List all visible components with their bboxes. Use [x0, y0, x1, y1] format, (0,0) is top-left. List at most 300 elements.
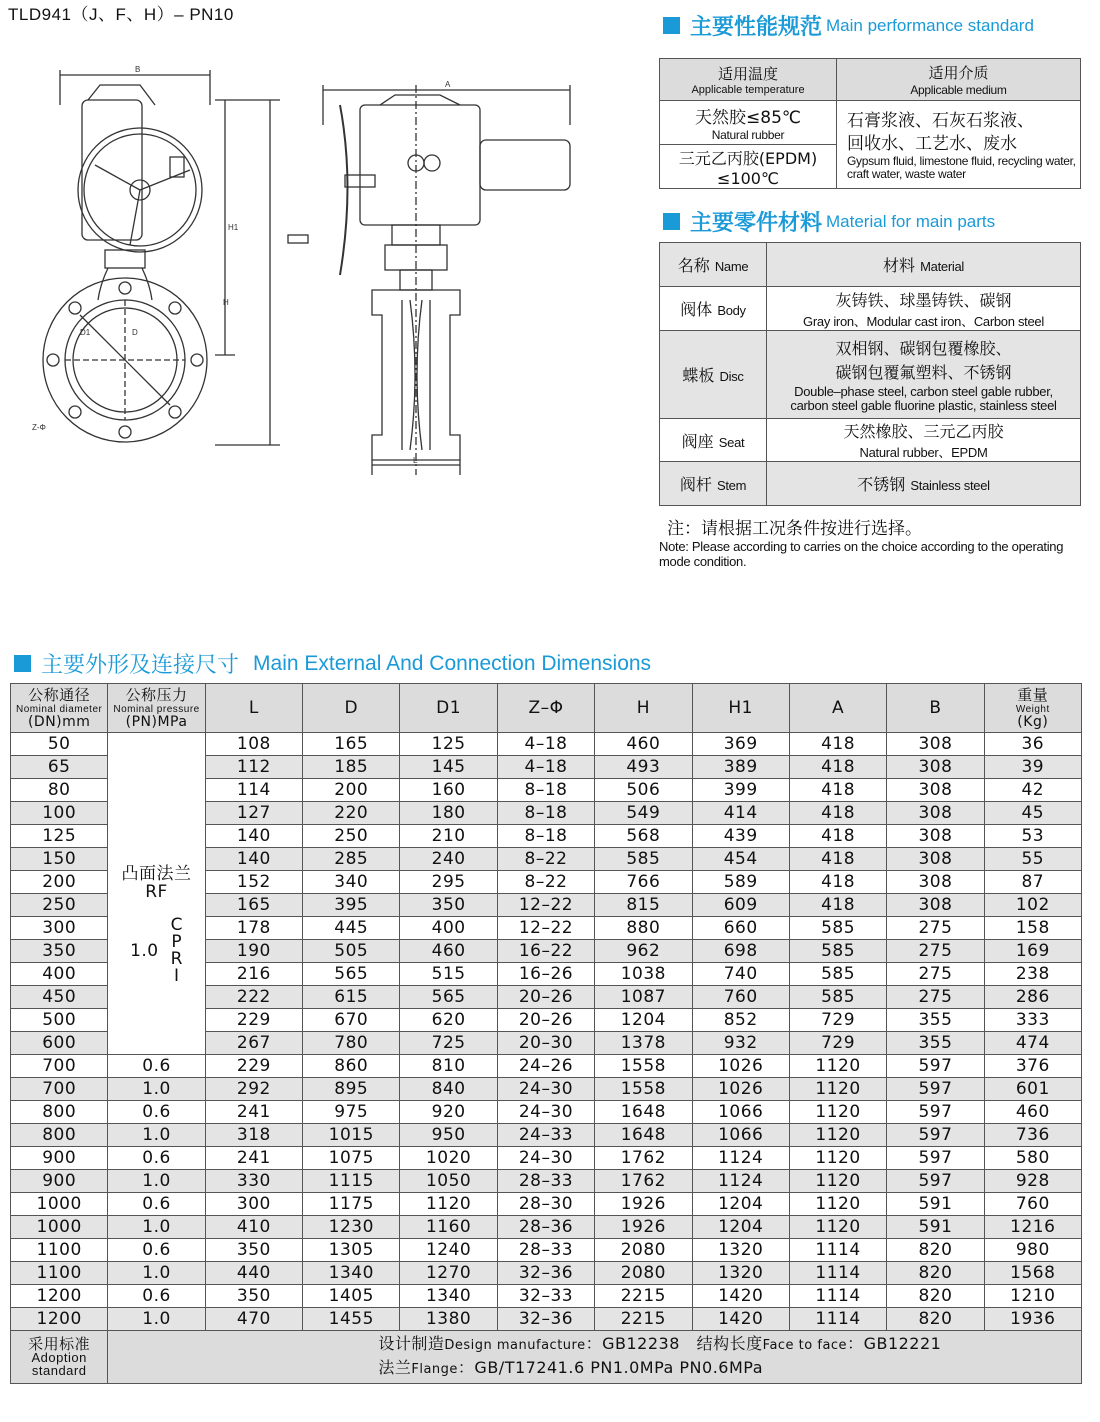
table-cell: 285: [303, 848, 400, 871]
table-cell: 418: [789, 825, 886, 848]
table-cell: 962: [595, 940, 692, 963]
dim-header-h1: H1: [692, 684, 789, 733]
table-cell: 220: [303, 802, 400, 825]
table-cell: 460: [595, 733, 692, 756]
table-cell: 2080: [595, 1239, 692, 1262]
table-cell: 16–22: [497, 940, 594, 963]
table-cell: 597: [887, 1170, 984, 1193]
table-cell: 736: [984, 1124, 1081, 1147]
table-cell: 200: [303, 779, 400, 802]
table-cell: 36: [984, 733, 1081, 756]
table-cell: 418: [789, 871, 886, 894]
table-cell: 1320: [692, 1262, 789, 1285]
table-cell: 1120: [789, 1170, 886, 1193]
table-cell: 114: [205, 779, 302, 802]
table-row: [11, 1262, 1082, 1285]
table-cell: 1000: [11, 1193, 108, 1216]
table-cell: 389: [692, 756, 789, 779]
dim-label-l: L: [413, 456, 418, 465]
dim-label-h: H: [223, 298, 229, 307]
table-cell: 160: [400, 779, 497, 802]
table-cell: 1230: [303, 1216, 400, 1239]
table-cell: 418: [789, 756, 886, 779]
table-cell: 400: [400, 917, 497, 940]
dim-header-dn: 公称通径 Nominal diameter (DN)mm: [11, 684, 108, 733]
table-cell: 355: [887, 1032, 984, 1055]
table-cell: 20–26: [497, 1009, 594, 1032]
table-cell: 1100: [11, 1262, 108, 1285]
table-cell: 24–30: [497, 1101, 594, 1124]
table-cell: 112: [205, 756, 302, 779]
table-cell: 395: [303, 894, 400, 917]
table-cell: 308: [887, 871, 984, 894]
table-cell: 45: [984, 802, 1081, 825]
standard-label: 采用标准 Adoption standard: [11, 1331, 108, 1384]
table-cell: 880: [595, 917, 692, 940]
mat-header-name: 名称 Name: [660, 243, 767, 287]
note-en: Note: Please according to carries on the choice according to the operating mode condition.: [659, 539, 1064, 569]
table-cell: 800: [11, 1124, 108, 1147]
dim-header-pn: 公称压力 Nominal pressure (PN)MPa: [108, 684, 205, 733]
table-cell: 1120: [789, 1193, 886, 1216]
table-cell: 0.6: [108, 1101, 205, 1124]
standard-content: 设计制造Design manufacture：GB12238 结构长度Face to face：GB12221 法兰Flange：GB/T17241.6 PN1.0MPa PN0.6MPa: [108, 1331, 1082, 1384]
table-cell: 169: [984, 940, 1081, 963]
table-cell: 350: [205, 1239, 302, 1262]
table-cell: 895: [303, 1078, 400, 1101]
table-cell: 229: [205, 1055, 302, 1078]
perf-medium-cell: 石膏浆液、石灰石浆液、 回收水、工艺水、废水 Gypsum fluid, limestone fluid, recycling water, craft water, waste water: [837, 101, 1081, 189]
table-cell: 308: [887, 894, 984, 917]
table-cell: 920: [400, 1101, 497, 1124]
table-cell: 600: [11, 1032, 108, 1055]
table-cell: 1204: [595, 1009, 692, 1032]
table-cell: 275: [887, 963, 984, 986]
table-cell: 1.0: [108, 1308, 205, 1331]
table-cell: 8–18: [497, 802, 594, 825]
table-cell: 32–36: [497, 1308, 594, 1331]
table-cell: 585: [595, 848, 692, 871]
table-row: [11, 1170, 1082, 1193]
table-cell: 820: [887, 1262, 984, 1285]
dim-header-d: D: [303, 684, 400, 733]
table-cell: 815: [595, 894, 692, 917]
table-cell: 760: [984, 1193, 1081, 1216]
table-cell: 1378: [595, 1032, 692, 1055]
perf-title-en: Main performance standard: [826, 15, 1034, 35]
table-cell: 1.0: [108, 1124, 205, 1147]
table-cell: 597: [887, 1055, 984, 1078]
table-cell: 12–22: [497, 894, 594, 917]
dim-title-en: Main External And Connection Dimensions: [253, 651, 652, 675]
mat-row-seat-name: 阀座 Seat: [660, 419, 767, 462]
table-cell: 350: [11, 940, 108, 963]
table-cell: 369: [692, 733, 789, 756]
table-cell: 1568: [984, 1262, 1081, 1285]
table-cell: 900: [11, 1147, 108, 1170]
table-row: [11, 1055, 1082, 1078]
mat-row-seat-material: 天然橡胶、三元乙丙胶 Natural rubber、EPDM: [767, 419, 1081, 462]
dimensions-table: [10, 683, 1082, 1384]
table-row: [11, 1101, 1082, 1124]
table-cell: 1114: [789, 1239, 886, 1262]
table-cell: 210: [400, 825, 497, 848]
square-bullet-icon: [663, 17, 680, 34]
table-cell: 615: [303, 986, 400, 1009]
table-cell: 1420: [692, 1308, 789, 1331]
table-cell: 1114: [789, 1262, 886, 1285]
table-cell: 125: [400, 733, 497, 756]
table-cell: 330: [205, 1170, 302, 1193]
table-cell: 460: [400, 940, 497, 963]
table-cell: 585: [789, 986, 886, 1009]
table-cell: 150: [11, 848, 108, 871]
table-cell: 414: [692, 802, 789, 825]
table-cell: 1075: [303, 1147, 400, 1170]
dim-label-d: D: [132, 328, 138, 337]
table-cell: 601: [984, 1078, 1081, 1101]
dim-label-z: Z-Φ: [32, 423, 46, 432]
table-cell: 1026: [692, 1078, 789, 1101]
table-cell: 418: [789, 779, 886, 802]
pn-value: 1.0: [130, 940, 159, 961]
dim-header-b: B: [887, 684, 984, 733]
table-row: [11, 1216, 1082, 1239]
table-cell: 0.6: [108, 1147, 205, 1170]
table-cell: 932: [692, 1032, 789, 1055]
table-cell: 53: [984, 825, 1081, 848]
table-cell: 4–18: [497, 733, 594, 756]
table-cell: 760: [692, 986, 789, 1009]
table-cell: 165: [205, 894, 302, 917]
table-cell: 454: [692, 848, 789, 871]
table-cell: 65: [11, 756, 108, 779]
table-cell: 267: [205, 1032, 302, 1055]
table-cell: 840: [400, 1078, 497, 1101]
table-cell: 800: [11, 1101, 108, 1124]
square-bullet-icon: [663, 213, 680, 230]
table-cell: 0.6: [108, 1055, 205, 1078]
table-cell: 8–22: [497, 848, 594, 871]
table-cell: 152: [205, 871, 302, 894]
pn-rf: RF: [145, 881, 168, 902]
table-cell: 620: [400, 1009, 497, 1032]
table-cell: 165: [303, 733, 400, 756]
table-cell: 12–22: [497, 917, 594, 940]
table-cell: 515: [400, 963, 497, 986]
table-cell: 410: [205, 1216, 302, 1239]
model-title: TLD941（J、F、H）– PN10: [8, 5, 234, 24]
table-cell: 229: [205, 1009, 302, 1032]
table-cell: 766: [595, 871, 692, 894]
table-cell: 1087: [595, 986, 692, 1009]
perf-temp-epdm: 三元乙丙胶(EPDM) ≤100℃: [660, 145, 837, 189]
table-cell: 1380: [400, 1308, 497, 1331]
standard-row: [11, 1331, 1082, 1384]
table-cell: 506: [595, 779, 692, 802]
table-cell: 1558: [595, 1055, 692, 1078]
table-cell: 1270: [400, 1262, 497, 1285]
table-cell: 975: [303, 1101, 400, 1124]
table-cell: 1210: [984, 1285, 1081, 1308]
table-cell: 140: [205, 825, 302, 848]
table-cell: 24–26: [497, 1055, 594, 1078]
mat-row-stem-material: 不锈钢 Stainless steel: [767, 462, 1081, 506]
table-cell: 125: [11, 825, 108, 848]
table-row: [11, 1147, 1082, 1170]
dim-header-row: [11, 684, 1082, 733]
table-cell: 852: [692, 1009, 789, 1032]
table-cell: 308: [887, 848, 984, 871]
table-cell: 1762: [595, 1147, 692, 1170]
dim-header-z: Z–Φ: [497, 684, 594, 733]
table-cell: 1066: [692, 1101, 789, 1124]
table-cell: 222: [205, 986, 302, 1009]
table-cell: 591: [887, 1216, 984, 1239]
table-cell: 1240: [400, 1239, 497, 1262]
table-cell: 418: [789, 848, 886, 871]
table-cell: 820: [887, 1285, 984, 1308]
table-cell: 1455: [303, 1308, 400, 1331]
mat-row-disc-material: 双相钢、碳钢包覆橡胶、 碳钢包覆氟塑料、不锈钢 Double–phase steel, carbon steel gable rubber, carbon steel gable fluorine plastic, stainless steel: [767, 331, 1081, 419]
table-cell: 28–36: [497, 1216, 594, 1239]
table-cell: 0.6: [108, 1193, 205, 1216]
dim-section-title: [14, 648, 651, 679]
table-cell: 1026: [692, 1055, 789, 1078]
table-cell: 591: [887, 1193, 984, 1216]
table-cell: 295: [400, 871, 497, 894]
table-cell: 1120: [789, 1078, 886, 1101]
table-cell: 308: [887, 733, 984, 756]
dim-label-a: A: [445, 80, 451, 89]
table-cell: 445: [303, 917, 400, 940]
table-cell: 1120: [400, 1193, 497, 1216]
table-cell: 308: [887, 779, 984, 802]
note-zh: 注：请根据工况条件按进行选择。: [667, 519, 922, 539]
mat-title-zh: 主要零件材料: [690, 211, 823, 236]
table-cell: 500: [11, 1009, 108, 1032]
table-cell: 1926: [595, 1216, 692, 1239]
table-cell: 8–18: [497, 779, 594, 802]
table-cell: 450: [11, 986, 108, 1009]
table-cell: 1420: [692, 1285, 789, 1308]
material-section-title: [663, 206, 995, 237]
dim-title-zh: 主要外形及连接尺寸: [41, 653, 240, 678]
table-cell: 589: [692, 871, 789, 894]
table-row: [11, 1124, 1082, 1147]
table-cell: 8–18: [497, 825, 594, 848]
table-cell: 350: [400, 894, 497, 917]
table-cell: 660: [692, 917, 789, 940]
pn-cpri-p: P: [171, 931, 183, 952]
table-cell: 185: [303, 756, 400, 779]
table-cell: 1405: [303, 1285, 400, 1308]
table-cell: 275: [887, 940, 984, 963]
table-cell: 1.0: [108, 1078, 205, 1101]
table-cell: 318: [205, 1124, 302, 1147]
table-cell: 87: [984, 871, 1081, 894]
pn-cpri-i: I: [174, 965, 180, 986]
table-cell: 565: [303, 963, 400, 986]
table-cell: 1200: [11, 1308, 108, 1331]
table-row: [11, 733, 1082, 756]
table-cell: 1000: [11, 1216, 108, 1239]
table-cell: 470: [205, 1308, 302, 1331]
dim-header-weight: 重量 Weight (Kg): [984, 684, 1081, 733]
table-cell: 1120: [789, 1055, 886, 1078]
table-cell: 900: [11, 1170, 108, 1193]
table-cell: 1020: [400, 1147, 497, 1170]
selection-note: [659, 514, 1089, 569]
mat-row-disc-name: 蝶板 Disc: [660, 331, 767, 419]
dim-label-h1: H1: [228, 223, 239, 232]
table-cell: 158: [984, 917, 1081, 940]
table-cell: 474: [984, 1032, 1081, 1055]
table-cell: 700: [11, 1078, 108, 1101]
table-cell: 1320: [692, 1239, 789, 1262]
table-cell: 250: [11, 894, 108, 917]
table-cell: 725: [400, 1032, 497, 1055]
dim-label-b: B: [135, 65, 141, 74]
table-cell: 1.0: [108, 1170, 205, 1193]
table-cell: 1038: [595, 963, 692, 986]
table-cell: 308: [887, 802, 984, 825]
table-cell: 4–18: [497, 756, 594, 779]
table-cell: 1124: [692, 1147, 789, 1170]
table-row: [11, 1239, 1082, 1262]
table-cell: 1160: [400, 1216, 497, 1239]
table-cell: 1175: [303, 1193, 400, 1216]
table-cell: 1050: [400, 1170, 497, 1193]
table-cell: 950: [400, 1124, 497, 1147]
table-cell: 460: [984, 1101, 1081, 1124]
table-cell: 28–33: [497, 1239, 594, 1262]
table-cell: 1936: [984, 1308, 1081, 1331]
table-cell: 418: [789, 802, 886, 825]
pn-cpri-r: R: [170, 948, 183, 969]
mat-row-stem-name: 阀杆 Stem: [660, 462, 767, 506]
table-cell: 55: [984, 848, 1081, 871]
table-cell: 418: [789, 894, 886, 917]
mat-row-body-material: 灰铸铁、球墨铸铁、碳钢 Gray iron、Modular cast iron、Carbon steel: [767, 287, 1081, 331]
table-cell: 20–26: [497, 986, 594, 1009]
perf-header-temperature: 适用温度 Applicable temperature: [660, 59, 837, 101]
table-cell: 1120: [789, 1101, 886, 1124]
table-cell: 585: [789, 940, 886, 963]
table-cell: 698: [692, 940, 789, 963]
table-cell: 250: [303, 825, 400, 848]
table-cell: 308: [887, 825, 984, 848]
table-cell: 32–33: [497, 1285, 594, 1308]
table-cell: 1558: [595, 1078, 692, 1101]
table-cell: 100: [11, 802, 108, 825]
table-cell: 286: [984, 986, 1081, 1009]
table-cell: 1115: [303, 1170, 400, 1193]
perf-temp-natural: 天然胶≤85℃ Natural rubber: [660, 101, 837, 145]
table-cell: 810: [400, 1055, 497, 1078]
table-cell: 28–30: [497, 1193, 594, 1216]
table-cell: 1648: [595, 1124, 692, 1147]
table-cell: 240: [400, 848, 497, 871]
table-row: [11, 1285, 1082, 1308]
table-cell: 597: [887, 1124, 984, 1147]
table-cell: 241: [205, 1101, 302, 1124]
valve-drawing: [20, 45, 600, 475]
table-cell: 670: [303, 1009, 400, 1032]
pn-rf-zh: 凸面法兰: [121, 863, 192, 884]
table-cell: 1200: [11, 1285, 108, 1308]
table-row: [11, 1078, 1082, 1101]
table-cell: 1926: [595, 1193, 692, 1216]
table-cell: 24–30: [497, 1078, 594, 1101]
table-cell: 8–22: [497, 871, 594, 894]
table-cell: 585: [789, 917, 886, 940]
table-cell: 145: [400, 756, 497, 779]
table-cell: 505: [303, 940, 400, 963]
table-cell: 16–26: [497, 963, 594, 986]
table-cell: 300: [205, 1193, 302, 1216]
table-cell: 820: [887, 1239, 984, 1262]
table-cell: 376: [984, 1055, 1081, 1078]
pn-cpri-c: C: [170, 914, 183, 935]
table-cell: 1204: [692, 1216, 789, 1239]
table-cell: 740: [692, 963, 789, 986]
table-cell: 333: [984, 1009, 1081, 1032]
table-cell: 440: [205, 1262, 302, 1285]
table-cell: 1100: [11, 1239, 108, 1262]
table-cell: 24–30: [497, 1147, 594, 1170]
table-cell: 0.6: [108, 1285, 205, 1308]
table-cell: 308: [887, 756, 984, 779]
table-cell: 241: [205, 1147, 302, 1170]
table-cell: 597: [887, 1078, 984, 1101]
table-cell: 2215: [595, 1308, 692, 1331]
square-bullet-icon: [14, 655, 31, 672]
table-cell: 1.0: [108, 1262, 205, 1285]
table-cell: 1120: [789, 1216, 886, 1239]
table-row: [11, 1193, 1082, 1216]
table-cell: 1.0: [108, 1216, 205, 1239]
table-cell: 1066: [692, 1124, 789, 1147]
table-cell: 549: [595, 802, 692, 825]
table-cell: 1216: [984, 1216, 1081, 1239]
table-cell: 190: [205, 940, 302, 963]
table-cell: 50: [11, 733, 108, 756]
table-cell: 1340: [400, 1285, 497, 1308]
table-cell: 275: [887, 986, 984, 1009]
table-cell: 1114: [789, 1285, 886, 1308]
table-cell: 597: [887, 1147, 984, 1170]
table-cell: 418: [789, 733, 886, 756]
table-cell: 292: [205, 1078, 302, 1101]
table-cell: 140: [205, 848, 302, 871]
table-cell: 275: [887, 917, 984, 940]
mat-header-material: 材料 Material: [767, 243, 1081, 287]
table-cell: 80: [11, 779, 108, 802]
table-cell: 580: [984, 1147, 1081, 1170]
material-table: [659, 242, 1081, 506]
table-cell: 20–30: [497, 1032, 594, 1055]
table-cell: 42: [984, 779, 1081, 802]
table-cell: 28–33: [497, 1170, 594, 1193]
table-cell: 493: [595, 756, 692, 779]
table-cell: 180: [400, 802, 497, 825]
table-cell: 1124: [692, 1170, 789, 1193]
table-cell: 1015: [303, 1124, 400, 1147]
table-cell: 1120: [789, 1147, 886, 1170]
pn-merged-cell: [108, 733, 205, 1055]
table-cell: 928: [984, 1170, 1081, 1193]
